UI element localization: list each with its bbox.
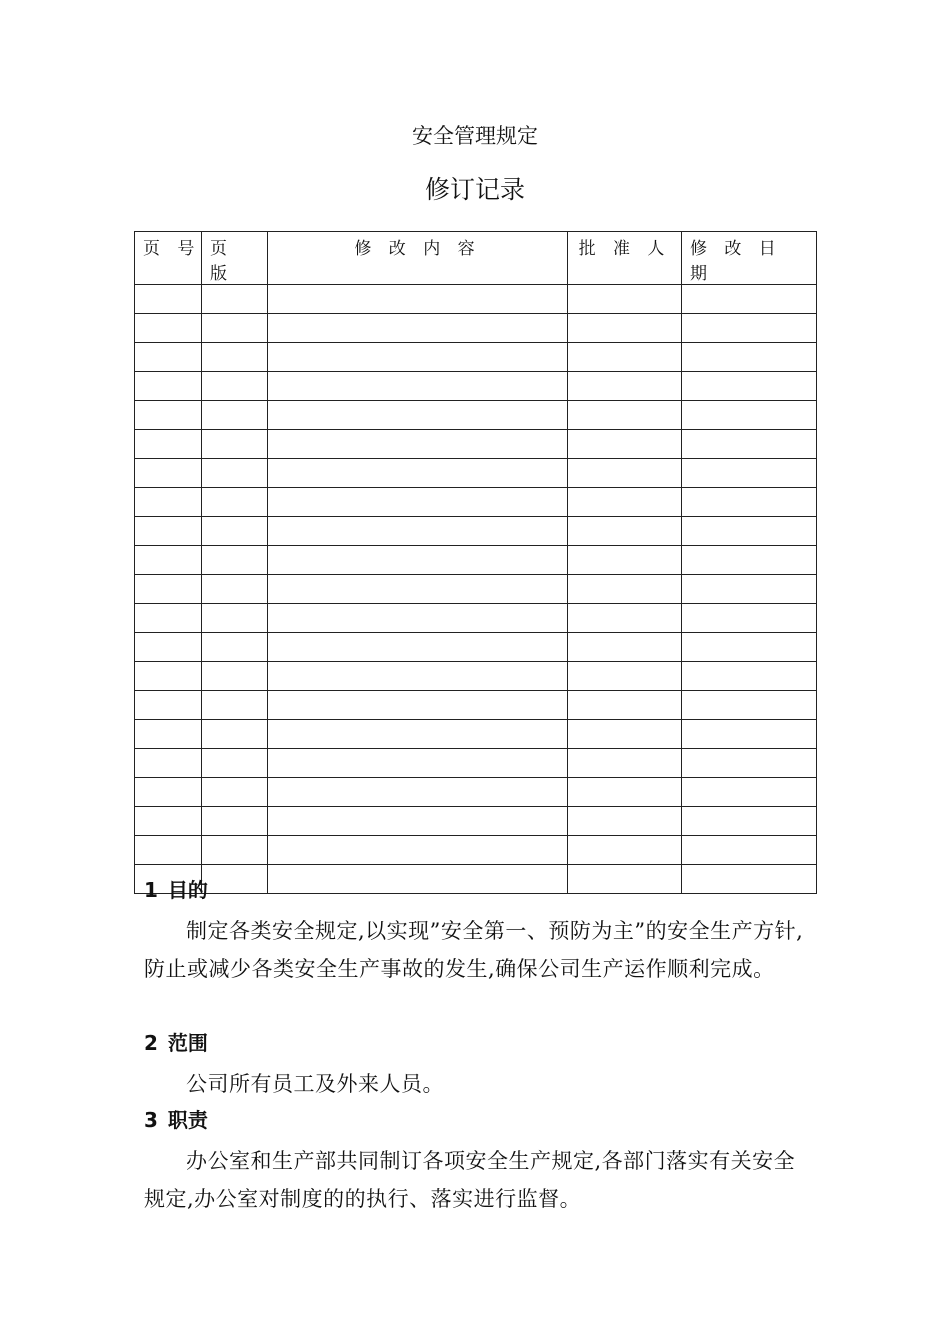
revision-row <box>135 372 817 401</box>
revision-cell <box>135 343 202 372</box>
revision-cell <box>202 807 268 836</box>
revision-cell <box>682 546 817 575</box>
revision-cell <box>568 517 682 546</box>
revision-cell <box>268 546 568 575</box>
revision-cell <box>682 662 817 691</box>
revision-cell <box>682 807 817 836</box>
section-responsibilities <box>144 1107 816 1218</box>
revision-cell <box>202 720 268 749</box>
revision-cell <box>682 372 817 401</box>
revision-cell <box>682 575 817 604</box>
revision-cell <box>202 836 268 865</box>
revision-cell <box>202 633 268 662</box>
revision-cell <box>135 633 202 662</box>
revision-cell <box>135 662 202 691</box>
section-heading <box>144 1030 816 1056</box>
header-change-date: 修 改 日 期 <box>682 232 817 285</box>
revision-cell <box>568 546 682 575</box>
revision-cell <box>268 691 568 720</box>
revision-row <box>135 546 817 575</box>
revision-table <box>134 231 817 894</box>
revision-cell <box>568 604 682 633</box>
revision-cell <box>135 285 202 314</box>
header-change-content: 修 改 内 容 <box>268 232 568 285</box>
revision-cell <box>682 401 817 430</box>
revision-cell <box>268 749 568 778</box>
section-heading <box>144 1107 816 1133</box>
revision-row <box>135 575 817 604</box>
revision-cell <box>568 314 682 343</box>
header-page-number: 页 号 <box>135 232 202 285</box>
revision-cell <box>682 285 817 314</box>
revision-cell <box>682 459 817 488</box>
revision-cell <box>135 720 202 749</box>
section-title: 职责 <box>167 1108 208 1132</box>
revision-cell <box>568 575 682 604</box>
revision-record-title: 修订记录 <box>424 175 525 204</box>
revision-cell <box>202 604 268 633</box>
revision-table-body <box>135 285 817 894</box>
revision-cell <box>268 488 568 517</box>
revision-row <box>135 430 817 459</box>
section-number: 1 <box>144 878 158 902</box>
revision-cell <box>682 749 817 778</box>
revision-cell <box>268 372 568 401</box>
revision-cell <box>682 836 817 865</box>
revision-cell <box>202 459 268 488</box>
revision-cell <box>568 372 682 401</box>
revision-cell <box>202 546 268 575</box>
document-title: 安全管理规定 <box>412 124 538 148</box>
revision-cell <box>268 604 568 633</box>
revision-cell <box>135 691 202 720</box>
revision-row <box>135 459 817 488</box>
revision-cell <box>568 691 682 720</box>
section-body: 制定各类安全规定,以实现”安全第一、预防为主”的安全生产方针,防止或减少各类安全生产事故的发生,确保公司生产运作顺利完成。 <box>144 919 804 981</box>
revision-cell <box>568 459 682 488</box>
revision-cell <box>202 285 268 314</box>
revision-cell <box>268 662 568 691</box>
revision-row <box>135 749 817 778</box>
revision-cell <box>135 430 202 459</box>
revision-cell <box>268 517 568 546</box>
revision-cell <box>568 836 682 865</box>
revision-cell <box>268 285 568 314</box>
revision-cell <box>682 488 817 517</box>
revision-cell <box>268 575 568 604</box>
revision-row <box>135 285 817 314</box>
revision-row <box>135 662 817 691</box>
revision-cell <box>268 401 568 430</box>
revision-cell <box>268 807 568 836</box>
revision-cell <box>202 517 268 546</box>
revision-cell <box>135 836 202 865</box>
revision-row <box>135 691 817 720</box>
revision-row <box>135 836 817 865</box>
revision-cell <box>682 517 817 546</box>
revision-cell <box>202 488 268 517</box>
revision-cell <box>202 314 268 343</box>
revision-cell <box>568 285 682 314</box>
revision-cell <box>135 575 202 604</box>
revision-cell <box>268 459 568 488</box>
revision-row <box>135 720 817 749</box>
revision-table-header <box>135 232 817 285</box>
revision-cell <box>135 546 202 575</box>
revision-cell <box>135 749 202 778</box>
revision-cell <box>135 459 202 488</box>
revision-cell <box>568 401 682 430</box>
revision-cell <box>682 633 817 662</box>
section-body: 公司所有员工及外来人员。 <box>186 1072 444 1096</box>
revision-cell <box>682 430 817 459</box>
revision-cell <box>682 778 817 807</box>
section-title: 目的 <box>167 878 208 902</box>
revision-cell <box>568 662 682 691</box>
revision-cell <box>268 720 568 749</box>
revision-row <box>135 807 817 836</box>
revision-cell <box>568 430 682 459</box>
header-page-version: 页 版 <box>202 232 268 285</box>
revision-cell <box>135 314 202 343</box>
revision-cell <box>568 633 682 662</box>
revision-cell <box>202 691 268 720</box>
revision-cell <box>568 778 682 807</box>
revision-cell <box>135 517 202 546</box>
revision-cell <box>568 720 682 749</box>
section-body: 办公室和生产部共同制订各项安全生产规定,各部门落实有关安全规定,办公室对制度的的执行、落实进行监督。 <box>144 1149 796 1211</box>
revision-cell <box>682 314 817 343</box>
revision-cell <box>268 633 568 662</box>
revision-row <box>135 343 817 372</box>
revision-row <box>135 517 817 546</box>
revision-cell <box>202 372 268 401</box>
revision-cell <box>202 749 268 778</box>
revision-row <box>135 633 817 662</box>
revision-cell <box>135 778 202 807</box>
revision-cell <box>135 604 202 633</box>
revision-cell <box>135 372 202 401</box>
revision-cell <box>268 778 568 807</box>
section-scope <box>144 1030 816 1103</box>
section-heading <box>144 877 816 903</box>
revision-cell <box>135 807 202 836</box>
revision-cell <box>682 691 817 720</box>
revision-row <box>135 314 817 343</box>
revision-cell <box>202 401 268 430</box>
section-purpose <box>144 877 816 988</box>
revision-cell <box>135 401 202 430</box>
revision-cell <box>268 836 568 865</box>
revision-row <box>135 488 817 517</box>
revision-cell <box>568 807 682 836</box>
section-title: 范围 <box>167 1031 208 1055</box>
revision-cell <box>568 749 682 778</box>
revision-cell <box>135 488 202 517</box>
header-approver: 批 准 人 <box>568 232 682 285</box>
revision-cell <box>268 314 568 343</box>
revision-row <box>135 401 817 430</box>
revision-cell <box>568 343 682 372</box>
section-number: 2 <box>144 1031 158 1055</box>
section-number: 3 <box>144 1108 158 1132</box>
revision-cell <box>202 778 268 807</box>
revision-cell <box>202 343 268 372</box>
revision-cell <box>202 662 268 691</box>
revision-cell <box>682 720 817 749</box>
revision-cell <box>568 488 682 517</box>
revision-cell <box>202 575 268 604</box>
revision-cell <box>268 430 568 459</box>
revision-cell <box>682 604 817 633</box>
revision-cell <box>682 343 817 372</box>
revision-cell <box>202 430 268 459</box>
revision-row <box>135 778 817 807</box>
revision-cell <box>268 343 568 372</box>
revision-row <box>135 604 817 633</box>
